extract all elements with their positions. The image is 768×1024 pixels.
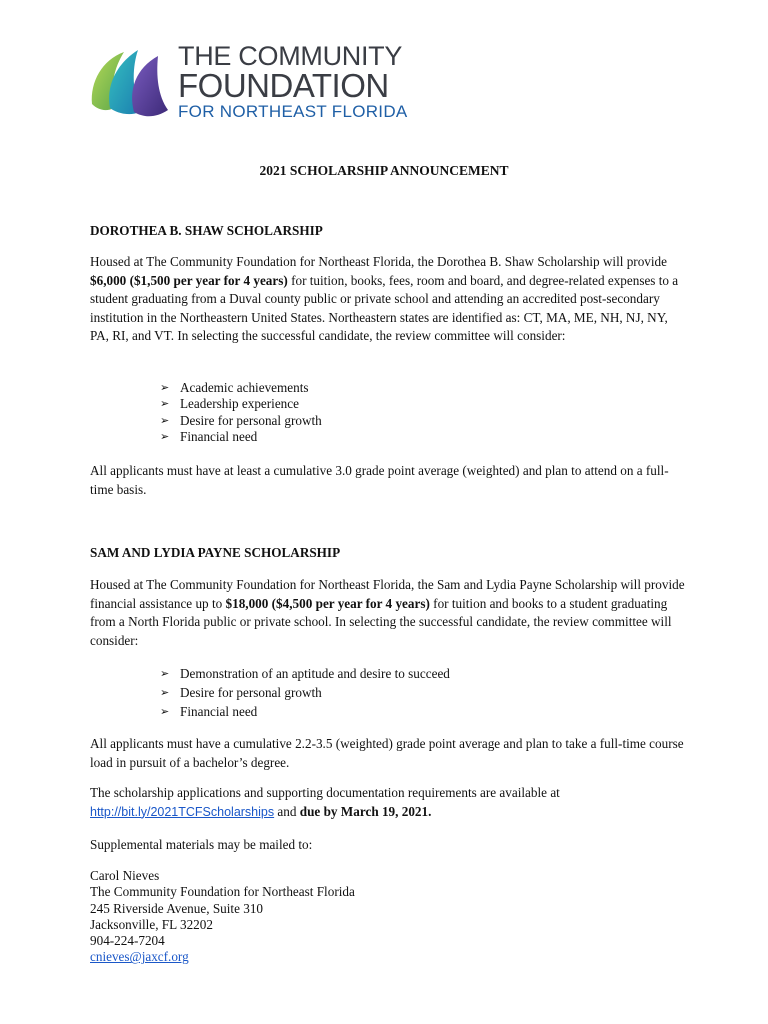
mail-note: Supplemental materials may be mailed to: xyxy=(90,837,313,852)
arrow-bullet-icon: ➢ xyxy=(160,397,170,411)
list-item xyxy=(160,380,322,396)
page-title: 2021 SCHOLARSHIP ANNOUNCEMENT xyxy=(259,163,509,178)
criteria-text: Academic achievements xyxy=(180,380,309,395)
contact-email-link[interactable]: cnieves@jaxcf.org xyxy=(90,949,189,965)
applications-due-date: due by March 19, 2021. xyxy=(299,803,432,819)
foundation-logo xyxy=(88,42,408,122)
arrow-bullet-icon: ➢ xyxy=(160,429,170,443)
payne-description xyxy=(90,576,690,650)
payne-description-pre: Housed at The Community Foundation for Northeast Florida, the Sam and Lydia Payne Scholarship will provide financial assistance up to xyxy=(90,577,685,611)
payne-award-amount: $18,000 ($4,500 per year for 4 years) xyxy=(225,595,430,611)
arrow-bullet-icon: ➢ xyxy=(160,705,170,718)
contact-address xyxy=(90,868,355,966)
applications-note xyxy=(90,784,690,821)
logo-line-3: FOR NORTHEAST FLORIDA xyxy=(178,102,408,121)
payne-heading: SAM AND LYDIA PAYNE SCHOLARSHIP xyxy=(90,545,341,560)
arrow-bullet-icon: ➢ xyxy=(160,667,170,680)
shaw-gpa-note: All applicants must have at least a cumulative 3.0 grade point average (weighted) and plan to attend on a full-time basis. xyxy=(90,463,669,497)
arrow-bullet-icon: ➢ xyxy=(160,413,170,427)
list-item xyxy=(160,413,322,429)
contact-street: 245 Riverside Avenue, Suite 310 xyxy=(90,900,264,916)
criteria-text: Financial need xyxy=(180,428,258,444)
criteria-text: Financial need xyxy=(180,704,258,719)
foundation-logo-mark-icon xyxy=(88,46,170,120)
criteria-text: Demonstration of an aptitude and desire to succeed xyxy=(180,666,450,681)
payne-description-post: for tuition and books to a student graduating from a North Florida public or private school. In selecting the successful candidate, the review committee will consider: xyxy=(90,595,672,648)
logo-line-2: FOUNDATION xyxy=(178,67,389,104)
logo-line-1: THE COMMUNITY xyxy=(178,41,403,71)
contact-phone: 904-224-7204 xyxy=(90,933,165,949)
list-item xyxy=(160,683,450,702)
arrow-bullet-icon: ➢ xyxy=(160,686,170,699)
list-item xyxy=(160,702,450,721)
applications-and: and xyxy=(274,803,300,819)
contact-city: Jacksonville, FL 32202 xyxy=(90,916,213,932)
payne-criteria-list xyxy=(160,664,450,721)
criteria-text: Leadership experience xyxy=(180,396,299,412)
list-item xyxy=(160,429,322,445)
shaw-description-pre: Housed at The Community Foundation for Northeast Florida, the Dorothea B. Shaw Scholarship will provide xyxy=(90,254,667,269)
payne-gpa-note: All applicants must have a cumulative 2.2-3.5 (weighted) grade point average and plan to take a full-time course load in pursuit of a bachelor’s degree. xyxy=(90,736,684,770)
contact-org: The Community Foundation for Northeast Florida xyxy=(90,884,355,900)
shaw-heading: DOROTHEA B. SHAW SCHOLARSHIP xyxy=(90,223,323,238)
shaw-description xyxy=(90,253,690,346)
applications-link[interactable]: http://bit.ly/2021TCFScholarships xyxy=(90,804,275,819)
contact-name: Carol Nieves xyxy=(90,868,160,883)
list-item xyxy=(160,396,322,412)
arrow-bullet-icon: ➢ xyxy=(160,381,170,394)
shaw-award-amount: $6,000 ($1,500 per year for 4 years) xyxy=(90,272,288,288)
shaw-description-post: for tuition, books, fees, room and board, and degree-related expenses to a student graduating from a Duval county public or private school and attending an accredited post-secondary institution in the Northeastern United States. Northeastern states are identified as: CT, MA, ME, NH, NJ, NY, PA, RI, and VT. In selecting the successful candidate, the review committee will consider: xyxy=(90,272,679,344)
shaw-criteria-list xyxy=(160,380,322,445)
criteria-text: Desire for personal growth xyxy=(180,685,322,700)
list-item xyxy=(160,664,450,683)
applications-text: The scholarship applications and supporting documentation requirements are available at xyxy=(90,785,560,800)
criteria-text: Desire for personal growth xyxy=(180,412,322,428)
